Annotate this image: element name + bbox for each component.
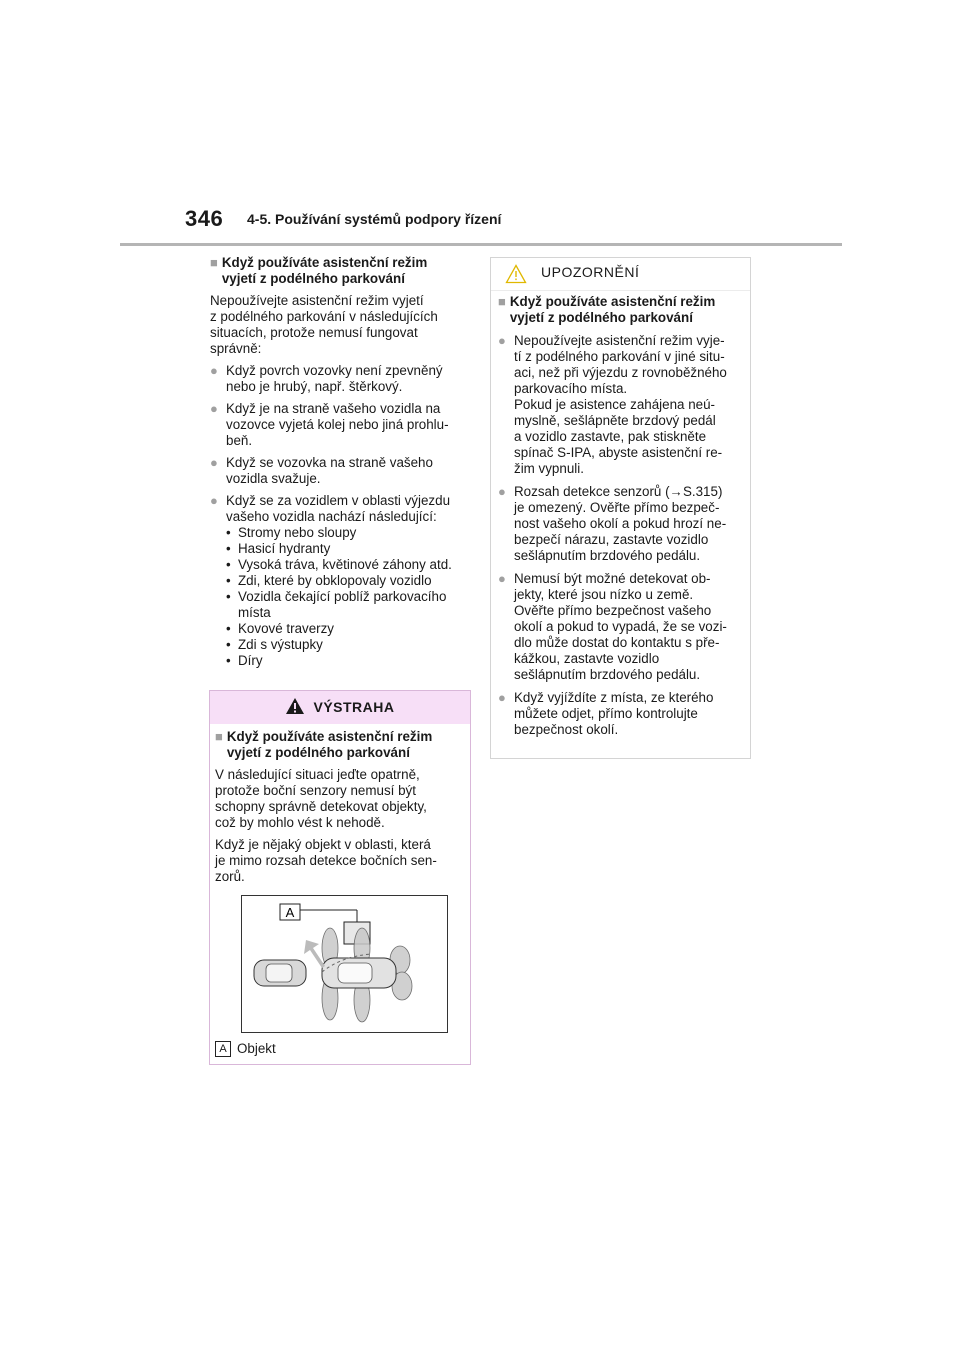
- circle-bullet-icon: ●: [210, 401, 218, 416]
- text-line: Když je na straně vašeho vozidla na: [226, 401, 441, 416]
- list-item: [498, 690, 745, 738]
- sub-list-item: [226, 541, 452, 557]
- page-header: [185, 206, 785, 240]
- sub-list-item: [226, 621, 452, 637]
- square-bullet-icon: ■: [215, 729, 223, 744]
- diagram-legend: [215, 1041, 465, 1057]
- text-line: Vozidla čekající poblíž parkovacího: [238, 589, 447, 604]
- caution-title: UPOZORNĚNÍ: [541, 264, 640, 280]
- heading-line: Když používáte asistenční režim: [221, 255, 428, 270]
- text-line: zorů.: [215, 869, 245, 884]
- text-line: správně:: [210, 341, 262, 356]
- text-line: je mimo rozsah detekce bočních sen-: [215, 853, 437, 868]
- text-line: vozidla svažuje.: [226, 471, 321, 486]
- square-bullet-icon: ■: [498, 294, 506, 309]
- text-line: aci, než při výjezdu z rovnoběžného: [514, 365, 727, 380]
- heading-line: vyjetí z podélného parkování: [221, 271, 405, 286]
- text-line: je omezený. Ověřte přímo bezpeč-: [514, 500, 720, 515]
- list-item: [498, 484, 745, 564]
- circle-bullet-icon: ●: [210, 493, 218, 508]
- list-item: [210, 401, 472, 449]
- legend-key: A: [215, 1041, 231, 1057]
- text-line: parkovacího místa.: [514, 381, 628, 396]
- text-line: bezpečí nárazu, zastavte vozidlo: [514, 532, 709, 547]
- circle-bullet-icon: ●: [210, 363, 218, 378]
- list-item: [498, 571, 745, 683]
- text-line: bezpečnost okolí.: [514, 722, 619, 737]
- circle-bullet-icon: ●: [498, 333, 506, 348]
- square-bullet-icon: ■: [210, 255, 218, 270]
- caution-header: [491, 258, 750, 291]
- section-title: 4-5. Používání systémů podpory řízení: [247, 211, 502, 227]
- own-car-icon: [322, 958, 396, 988]
- list-item: [210, 455, 472, 487]
- warning-triangle-icon: [285, 697, 305, 715]
- warning-paragraph: [215, 767, 465, 831]
- warning-paragraph: [215, 837, 465, 885]
- text-line: situacích, protože nemusí fungovat: [210, 325, 418, 340]
- text-line: vozovce vyjetá kolej nebo jiná prohlu-: [226, 417, 449, 432]
- warning-header: [210, 691, 470, 724]
- text-line: žim vypnuli.: [514, 461, 584, 476]
- diagram-label-a: A: [285, 905, 295, 920]
- heading-line: vyjetí z podélného parkování: [226, 745, 410, 760]
- sub-list-item: [226, 637, 452, 653]
- sub-list-item: [226, 573, 452, 589]
- dot-marker: •: [226, 557, 231, 572]
- text-line: což by mohlo vést k nehodě.: [215, 815, 385, 830]
- text-line: Stromy nebo sloupy: [238, 525, 357, 540]
- intro-paragraph: [210, 293, 472, 357]
- text-line: a vozidlo zastavte, pak stiskněte: [514, 429, 707, 444]
- sub-list-item: [226, 653, 452, 669]
- legend-text: Objekt: [237, 1041, 276, 1056]
- text-line: místa: [238, 605, 271, 620]
- text-line: myslně, sešlápněte brzdový pedál: [514, 413, 716, 428]
- text-line: Zdi s výstupky: [238, 637, 323, 652]
- parked-car-icon: [254, 960, 306, 986]
- parking-diagram: [241, 895, 448, 1033]
- caution-box: [490, 257, 751, 759]
- list-item: [210, 493, 472, 669]
- text-line: kážkou, zastavte vozidlo: [514, 651, 660, 666]
- text-line: Zdi, které by obklopovaly vozidlo: [238, 573, 432, 588]
- text-line: Když se za vozidlem v oblasti výjezdu: [226, 493, 451, 508]
- warning-box: [209, 690, 471, 1065]
- text-line: Když se vozovka na straně vašeho: [226, 455, 433, 470]
- text-line: okolí a pokud to vypadá, že se vozi-: [514, 619, 727, 634]
- sub-list-item: [226, 525, 452, 541]
- text-line: Hasicí hydranty: [238, 541, 331, 556]
- text-line: Když povrch vozovky není zpevněný: [226, 363, 443, 378]
- circle-bullet-icon: ●: [210, 455, 218, 470]
- text-line: můžete odjet, přímo kontrolujte: [514, 706, 698, 721]
- sub-list-item: [226, 557, 452, 573]
- text-line: Pokud je asistence zahájena neú-: [514, 397, 715, 412]
- left-subheading: [210, 255, 472, 287]
- warning-subheading: [215, 729, 465, 761]
- text-line: Nemusí být možné detekovat ob-: [514, 571, 711, 586]
- text-line: Ověřte přímo bezpečnost vašeho: [514, 603, 712, 618]
- text-line: dlo může dostat do kontaktu s pře-: [514, 635, 720, 650]
- text-line: Díry: [238, 653, 263, 668]
- circle-bullet-icon: ●: [498, 571, 506, 586]
- text-line: z podélného parkování v následujících: [210, 309, 438, 324]
- left-column: [210, 255, 472, 669]
- text-line: tí z podélného parkování v jiné situ-: [514, 349, 725, 364]
- dot-marker: •: [226, 525, 231, 540]
- dot-marker: •: [226, 541, 231, 556]
- warning-title: VÝSTRAHA: [313, 699, 395, 715]
- text-line: Kovové traverzy: [238, 621, 335, 636]
- dot-marker: •: [226, 621, 231, 636]
- text-line: V následující situaci jeďte opatrně,: [215, 767, 420, 782]
- text-line: sešlápnutím brzdového pedálu.: [514, 548, 701, 563]
- header-rule: [120, 243, 842, 246]
- text-line: jekty, které jsou nízko u země.: [514, 587, 694, 602]
- page-number: 346: [185, 206, 224, 231]
- heading-line: vyjetí z podélného parkování: [509, 310, 693, 325]
- list-item: [210, 363, 472, 395]
- heading-line: Když používáte asistenční režim: [509, 294, 716, 309]
- text-line: vašeho vozidla nachází následující:: [226, 509, 437, 524]
- text-line: sešlápnutím brzdového pedálu.: [514, 667, 701, 682]
- dot-marker: •: [226, 637, 231, 652]
- text-line: Vysoká tráva, květinové záhony atd.: [238, 557, 452, 572]
- text-line: nebo je hrubý, např. štěrkový.: [226, 379, 403, 394]
- dot-marker: •: [226, 573, 231, 588]
- text-line: Nepoužívejte asistenční režim vyjetí: [210, 293, 424, 308]
- parking-diagram-illustration: [242, 896, 447, 1032]
- caution-subheading: [498, 294, 745, 326]
- sub-list-item: [226, 589, 452, 621]
- text-line: nost vašeho okolí a pokud hrozí ne-: [514, 516, 727, 531]
- caution-triangle-icon: [505, 264, 527, 284]
- heading-line: Když používáte asistenční režim: [226, 729, 433, 744]
- text-line: beň.: [226, 433, 253, 448]
- text-line: Rozsah detekce senzorů (→S.315): [514, 484, 723, 499]
- text-line: Nepoužívejte asistenční režim vyje-: [514, 333, 725, 348]
- text-line: Když je nějaký objekt v oblasti, která: [215, 837, 431, 852]
- circle-bullet-icon: ●: [498, 690, 506, 705]
- text-line: Když vyjíždíte z místa, ze kterého: [514, 690, 714, 705]
- dot-marker: •: [226, 589, 231, 604]
- dot-marker: •: [226, 653, 231, 668]
- text-line: protože boční senzory nemusí být: [215, 783, 416, 798]
- circle-bullet-icon: ●: [498, 484, 506, 499]
- text-line: schopny správně detekovat objekty,: [215, 799, 427, 814]
- list-item: [498, 333, 745, 477]
- text-line: spínač S-IPA, abyste asistenční re-: [514, 445, 723, 460]
